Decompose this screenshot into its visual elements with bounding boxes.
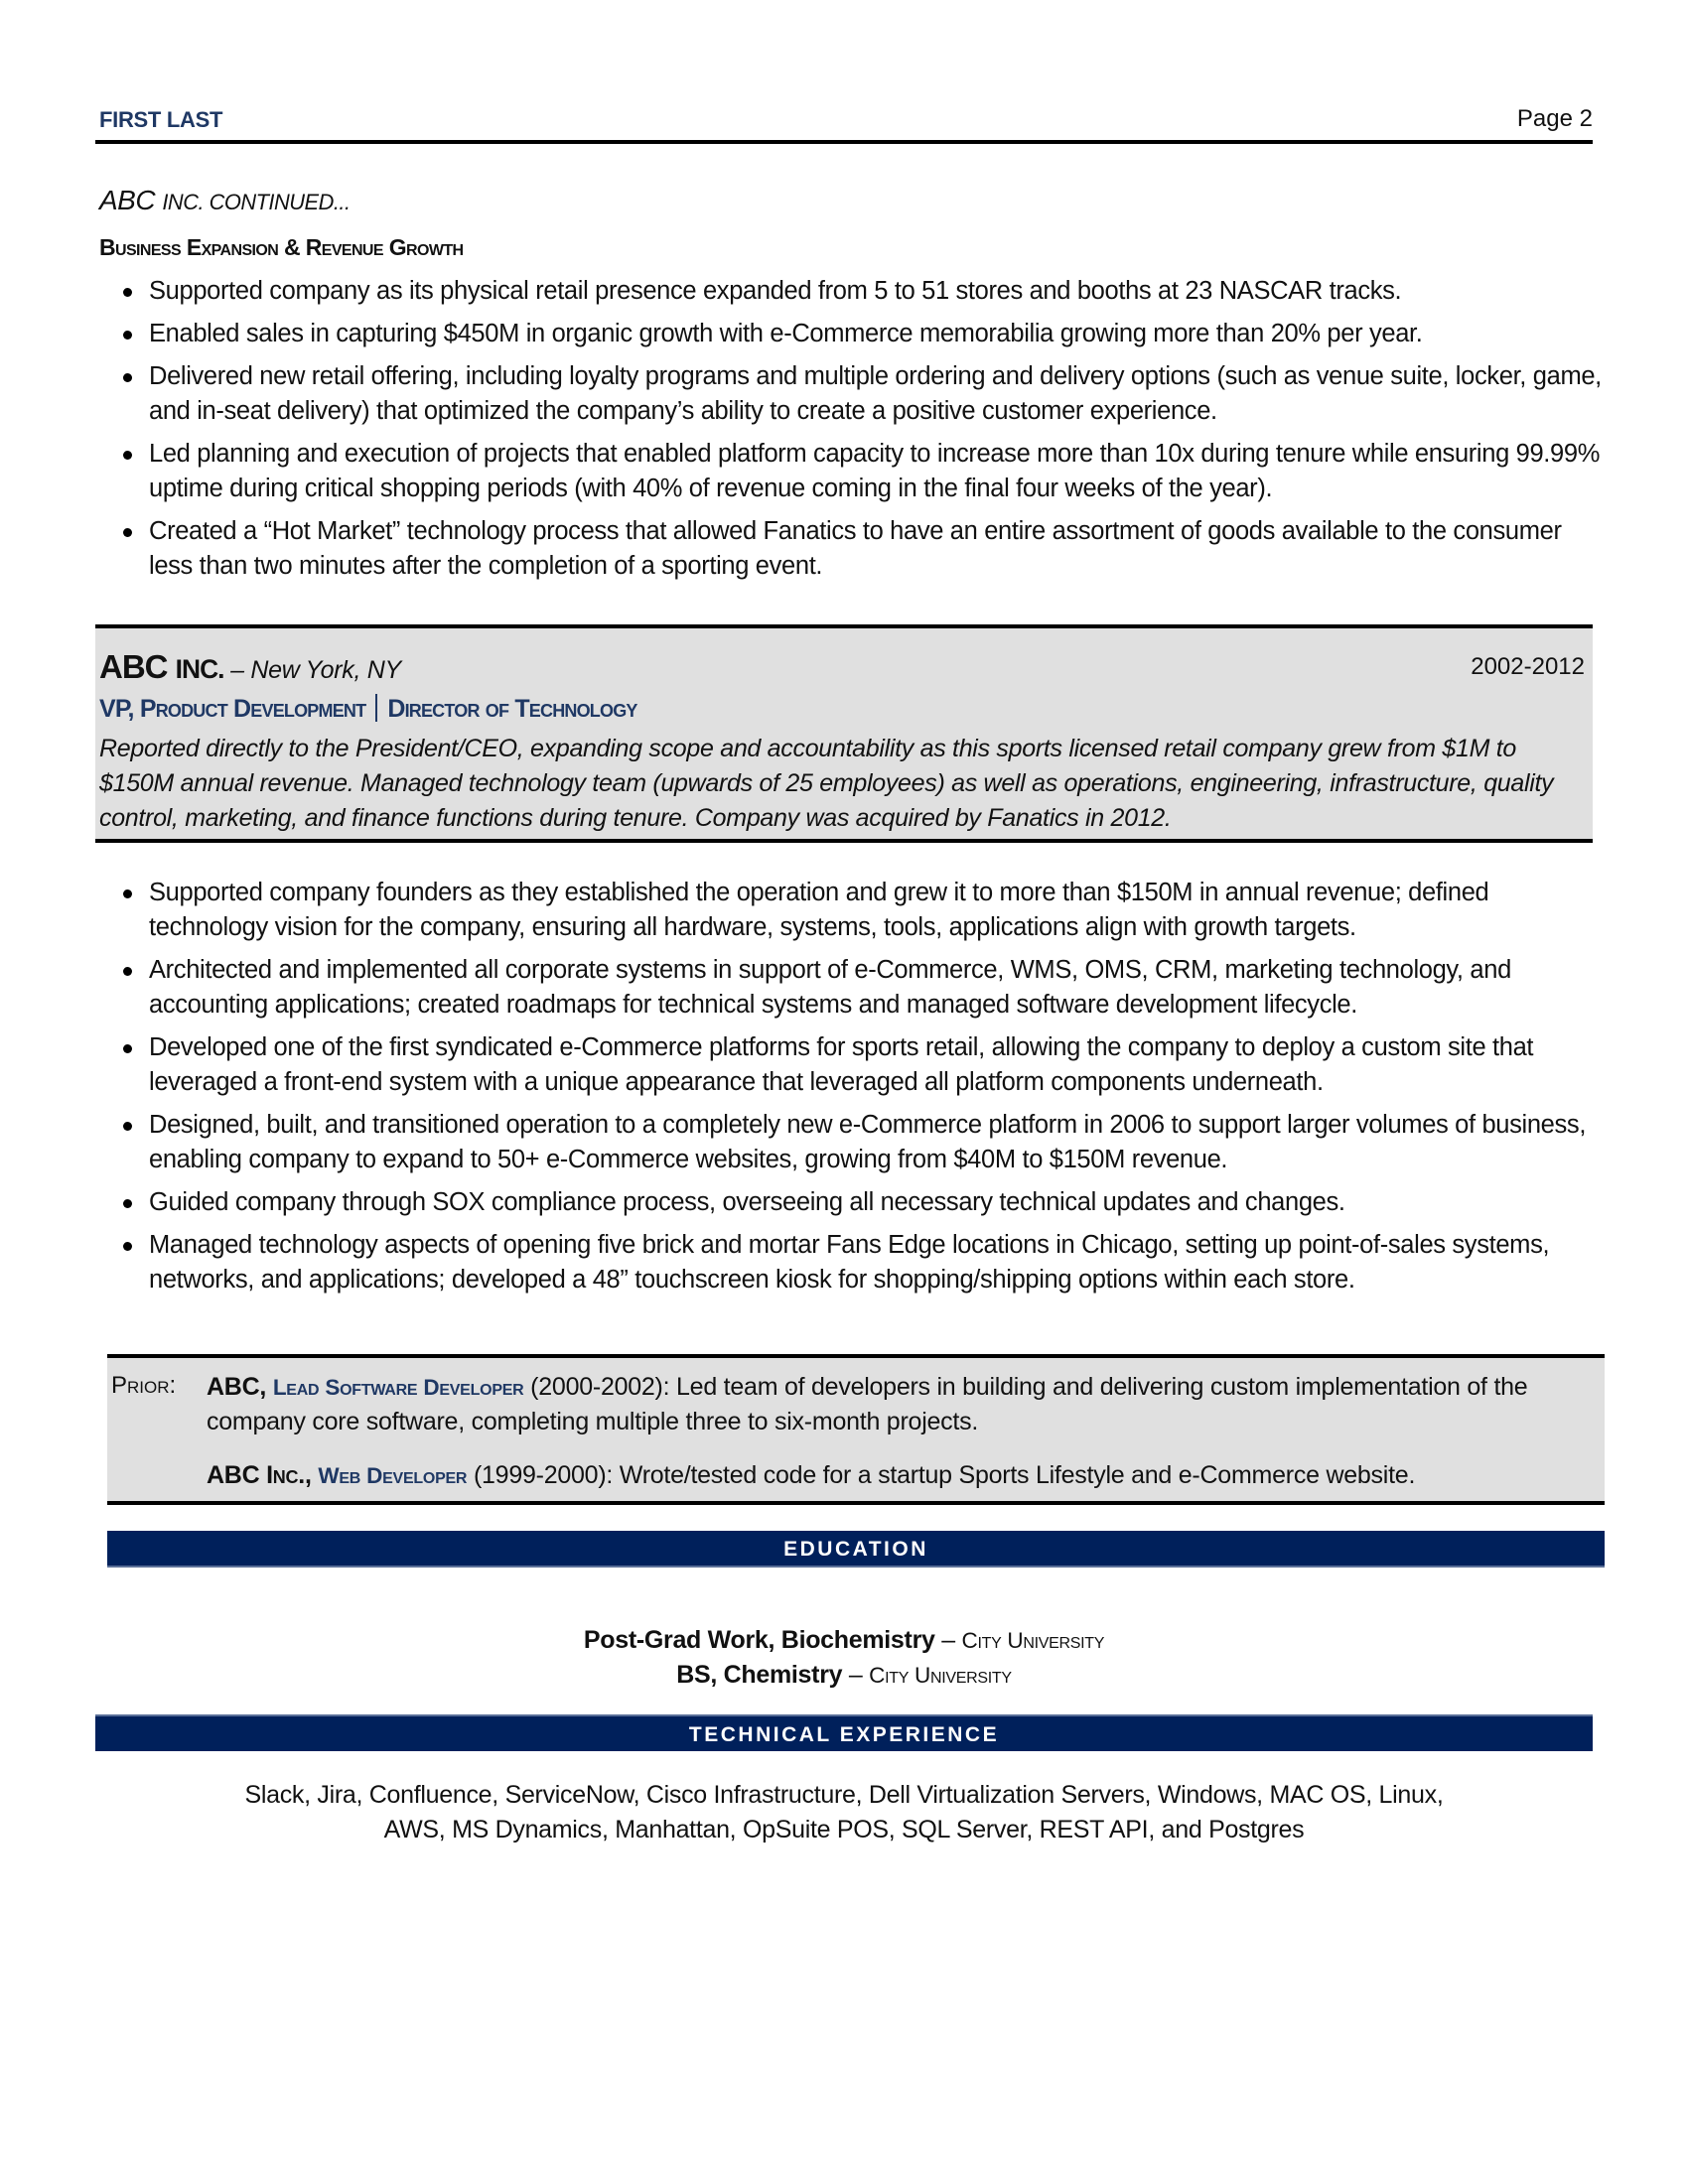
bullet-icon xyxy=(123,1044,132,1053)
list-item xyxy=(95,514,1605,584)
bullet-text: Supported company founders as they established the operation and grew it to more than $150M in annual revenue; defined technology vision for the company, ensuring all hardware, systems, tools, applications align with growth targets. xyxy=(149,879,1489,941)
job-title-primary: VP, Product Development xyxy=(99,695,366,723)
school: City University xyxy=(961,1628,1105,1653)
list-item xyxy=(95,1030,1605,1100)
bullet-icon xyxy=(123,451,132,460)
technical-section-header: TECHNICAL EXPERIENCE xyxy=(95,1714,1593,1751)
bullet-icon xyxy=(123,889,132,898)
separator: – xyxy=(842,1661,870,1689)
list-item xyxy=(95,437,1605,506)
education-item xyxy=(95,1626,1593,1655)
bullet-text: Created a “Hot Market” technology process that allowed Fanatics to have an entire assortment of goods available to the consumer less than two minutes after the completion of a sporting event. xyxy=(149,517,1562,580)
list-item xyxy=(95,876,1605,945)
bullet-text: Architected and implemented all corporate systems in support of e-Commerce, WMS, OMS, CRM, marketing technology, and accounting applications; created roadmaps for technical systems and managed software development lifecycle. xyxy=(149,956,1511,1019)
list-item xyxy=(95,1108,1605,1177)
prior-label: Prior: xyxy=(111,1372,177,1399)
job-title-secondary: Director of Technology xyxy=(387,695,637,723)
role-company xyxy=(99,648,401,686)
prior-entry xyxy=(207,1370,1597,1439)
degree: Post-Grad Work, Biochemistry xyxy=(583,1626,935,1654)
continued-heading xyxy=(99,185,351,216)
list-item xyxy=(95,953,1605,1023)
bullet-text: Led planning and execution of projects that enabled platform capacity to increase more than 10x during tenure while ensuring 99.99% uptime during critical shopping periods (with 40% of revenue coming in the final four weeks of the year). xyxy=(149,440,1601,502)
bullet-icon xyxy=(123,1242,132,1251)
subheading-business-expansion xyxy=(99,234,463,261)
bullet-icon xyxy=(123,373,132,382)
bullet-text: Developed one of the first syndicated e-Commerce platforms for sports retail, allowing the company to deploy a custom site that leveraged a front-end system with a unique appearance that leveraged all platform components underneath. xyxy=(149,1033,1534,1096)
header-divider xyxy=(95,140,1593,144)
title-separator xyxy=(375,694,377,722)
role-summary-box xyxy=(95,624,1593,843)
role-title xyxy=(99,694,637,724)
subheading-text: Business Expansion & Revenue Growth xyxy=(99,234,464,260)
list-item xyxy=(95,317,1605,351)
continued-bullet-list xyxy=(95,274,1605,592)
prior-company: ABC, xyxy=(207,1373,273,1401)
bullet-icon xyxy=(123,528,132,537)
prior-company: ABC Inc., xyxy=(207,1461,319,1489)
bullet-text: Enabled sales in capturing $450M in organic growth with e-Commerce memorabilia growing more than 20% per year. xyxy=(149,320,1423,347)
technical-skills-line: Slack, Jira, Confluence, ServiceNow, Cisco Infrastructure, Dell Virtualization Servers, Windows, MAC OS, Linux, xyxy=(244,1781,1444,1809)
company-location: – New York, NY xyxy=(223,656,401,684)
header-name: FIRST LAST xyxy=(99,107,223,132)
prior-title: Web Developer xyxy=(318,1463,468,1488)
page-number: Page 2 xyxy=(1516,105,1593,132)
prior-roles-box xyxy=(107,1354,1605,1505)
education-item xyxy=(95,1661,1593,1690)
company-name: ABC xyxy=(99,648,176,685)
company-suffix: INC. xyxy=(175,654,224,684)
bullet-text: Guided company through SOX compliance process, overseeing all necessary technical updates and changes. xyxy=(149,1188,1345,1216)
bullet-icon xyxy=(123,1122,132,1131)
list-item xyxy=(95,359,1605,429)
bullet-icon xyxy=(123,331,132,340)
school: City University xyxy=(869,1663,1012,1688)
education-section-header: EDUCATION xyxy=(107,1531,1605,1568)
continued-label: INC. CONTINUED... xyxy=(162,190,351,214)
bullet-text: Supported company as its physical retail presence expanded from 5 to 51 stores and booths at 23 NASCAR tracks. xyxy=(149,277,1402,305)
degree: BS, Chemistry xyxy=(676,1661,843,1689)
list-item xyxy=(95,1185,1605,1220)
role-description: Reported directly to the President/CEO, expanding scope and accountability as this sports licensed retail company grew from $1M to $150M annual revenue. Managed technology team (upwards of 25 employees) as well as operations, engineering, infrastructure, quality control, marketing, and finance functions during tenure. Company was acquired by Fanatics in 2012. xyxy=(99,735,1554,832)
role-bullet-list xyxy=(95,876,1605,1305)
bullet-text: Delivered new retail offering, including loyalty programs and multiple ordering and delivery options (such as venue suite, locker, game, and in-seat delivery) that optimized the company’s ability to create a positive customer experience. xyxy=(149,362,1602,425)
prior-title: Lead Software Developer xyxy=(272,1375,524,1400)
separator: – xyxy=(934,1626,962,1654)
bullet-icon xyxy=(123,967,132,976)
bullet-icon xyxy=(123,1199,132,1208)
bullet-text: Managed technology aspects of opening five brick and mortar Fans Edge locations in Chicago, setting up point-of-sales systems, networks, and applications; developed a 48” touchscreen kiosk for shopping/shipping options within each store. xyxy=(149,1231,1550,1294)
technical-skills-line: AWS, MS Dynamics, Manhattan, OpSuite POS, SQL Server, REST API, and Postgres xyxy=(383,1816,1305,1843)
list-item xyxy=(95,1228,1605,1297)
role-dates: 2002-2012 xyxy=(1471,653,1585,680)
prior-text: (1999-2000): Wrote/tested code for a startup Sports Lifestyle and e-Commerce website. xyxy=(467,1461,1416,1489)
bullet-icon xyxy=(123,288,132,297)
prior-text: (2000-2002): Led team of developers in building and delivering custom implementation of the company core software, completing multiple three to six-month projects. xyxy=(207,1373,1528,1435)
list-item xyxy=(95,274,1605,309)
prior-entry xyxy=(207,1458,1597,1493)
bullet-text: Designed, built, and transitioned operation to a completely new e-Commerce platform in 2006 to support larger volumes of business, enabling company to expand to 50+ e-Commerce websites, growing from $40M to $150M revenue. xyxy=(149,1111,1587,1173)
company-name: ABC xyxy=(99,185,163,215)
